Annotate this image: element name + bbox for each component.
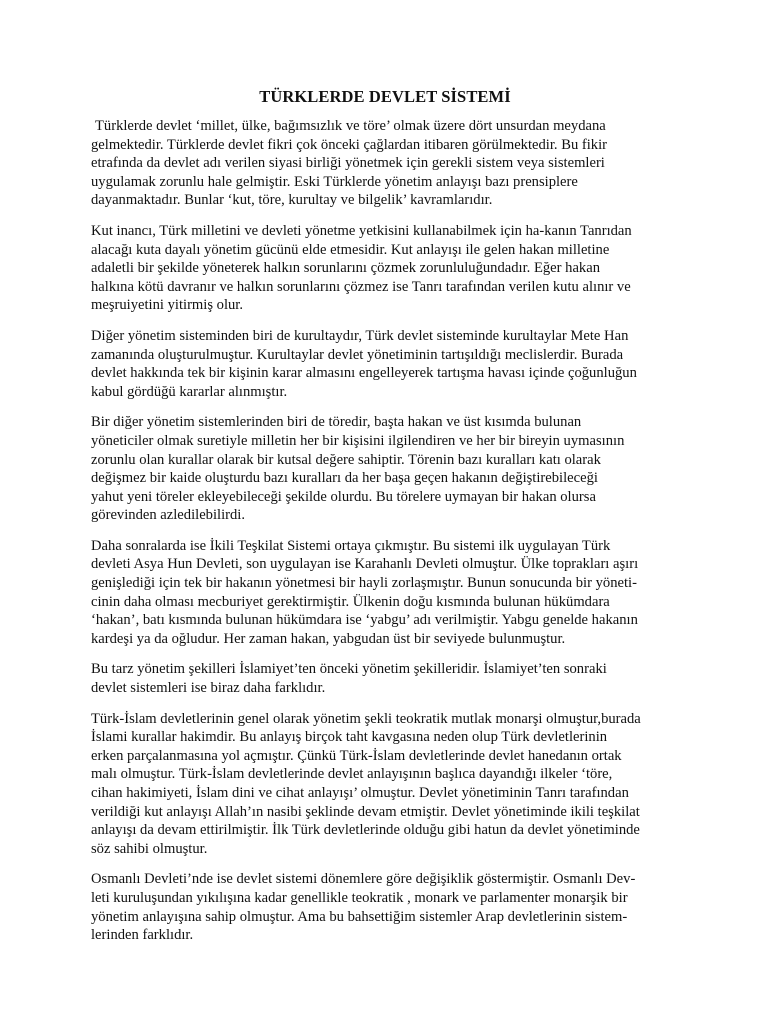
paragraph-kurultay: Diğer yönetim sisteminden biri de kurultaydır, Türk devlet sisteminde kurultaylar Mete Han zamanında oluşturulmuştur. Kurultaylar devlet yönetiminin tartışıldığı meclislerdir. Burada devlet hakkında tek bir kişinin karar almasını engelleyerek tartışma havası içinde çoğunluğun kabul gördüğü kararlar alınmıştır. <box>91 327 637 400</box>
paragraph-islamiyet: Bu tarz yönetim şekilleri İslamiyet’ten önceki yönetim şekilleridir. İslamiyet’ten sonraki devlet sistemleri ise biraz daha farklıdır. <box>91 661 607 697</box>
paragraph-turk-islam: Türk-İslam devletlerinin genel olarak yönetim şekli teokratik mutlak monarşi olmuştur,burada İslami kurallar hakimdir. Bu anlayış birçok taht kavgasına neden olup Türk devletlerinin erken parçalanmasına yol açmıştır. Çünkü Türk-İslam devletlerinde devlet hanedanın ortak malı olmuştur. Türk-İslam devletlerinde devlet anlayışının başlıca dayandığı ilkeler ‘töre, cihan hakimiyeti, İslam dini ve cihat anlayışı’ olmuştur. Devlet yönetiminin Tanrı tarafından verildiği kut anlayışı Allah’ın nasibi şeklinde devam etmiştir. Devlet yönetiminde ikili teşkilat anlayışı da devam ettirilmiştir. İlk Türk devletlerinde olduğu gibi hatun da devlet yönetiminde söz sahibi olmuştur. <box>91 710 641 857</box>
paragraph-intro: Türklerde devlet ‘millet, ülke, bağımsızlık ve töre’ olmak üzere dört unsurdan meydana gelmektedir. Türklerde devlet fikri çok önceki çağlardan itibaren görülmektedir. Bu fikir etrafında da devlet adı verilen siyasi birliği yönetmek için gerekli sistem veya sistemleri uygulamak zorunlu hale gelmiştir. Eski Türklerde yönetim anlayışı bazı prensiplere dayanmaktadır. Bunlar ‘kut, töre, kurultay ve bilgelik’ kavramlarıdır. <box>91 118 608 209</box>
paragraph-ikili-teskilat: Daha sonralarda ise İkili Teşkilat Sistemi ortaya çıkmıştır. Bu sistemi ilk uygulayan Türk devleti Asya Hun Devleti, son uygulayan ise Karahanlı Devleti olmuştur. Ülke toprakları aşırı genişlediği için tek bir hakanın yönetmesi bir hayli zorlaşmıştır. Bunun sonucunda bir yöneti- cinin daha olması mecburiyet gerektirmiştir. Ülkenin doğu kısmında bulunan hükümdara ‘hakan’, batı kısmında bulunan hükümdara ise ‘yabgu’ adı verilmiştir. Yabgu genelde hakanın kardeşi ya da oğludur. Her zaman hakan, yabgudan üst bir seviyede bulunmuştur. <box>91 537 639 647</box>
document-page <box>91 86 679 957</box>
paragraph-tore: Bir diğer yönetim sistemlerinden biri de töredir, başta hakan ve üst kısımda bulunan yöneticiler olmak suretiyle milletin her bir kişisini ilgilendiren ve her bir bireyin uymasının zorunlu olan kurallar olarak bir kutsal değere sahiptir. Törenin bazı kuralları katı olarak değişmez bir kaide oluşturdu bazı kuralları da her başa geçen hakanın değiştirebileceği yahut yeni töreler ekleyebileceği şekilde olurdu. Bu törelere uymayan bir hakan olursa görevinden azledilebilirdi. <box>91 414 625 524</box>
document-title: TÜRKLERDE DEVLET SİSTEMİ <box>259 87 511 106</box>
paragraph-kut: Kut inancı, Türk milletini ve devleti yönetme yetkisini kullanabilmek için ha-kanın Tanrıdan alacağı kuta dayalı yönetim gücünü elde etmesidir. Kut anlayışı ile gelen hakan milletine adaletli bir şekilde yöneterek halkın sorunlarını çözmek zorunluluğundadır. Eğer hakan halkına kötü davranır ve halkın sorunlarını çözmez ise Tanrı tarafından verilen kutu alınır ve meşruiyetini yitirmiş olur. <box>91 222 632 314</box>
paragraph-osmanli: Osmanlı Devleti’nde ise devlet sistemi dönemlere göre değişiklik göstermiştir. Osmanlı Dev- leti kuruluşundan yıkılışına kadar genellikle teokratik , monark ve parlamenter monarşik bir yönetim anlayışına sahip olmuştur. Ama bu bahsettiğim sistemler Arap devletlerinin sistem- lerinden farklıdır. <box>91 871 636 944</box>
